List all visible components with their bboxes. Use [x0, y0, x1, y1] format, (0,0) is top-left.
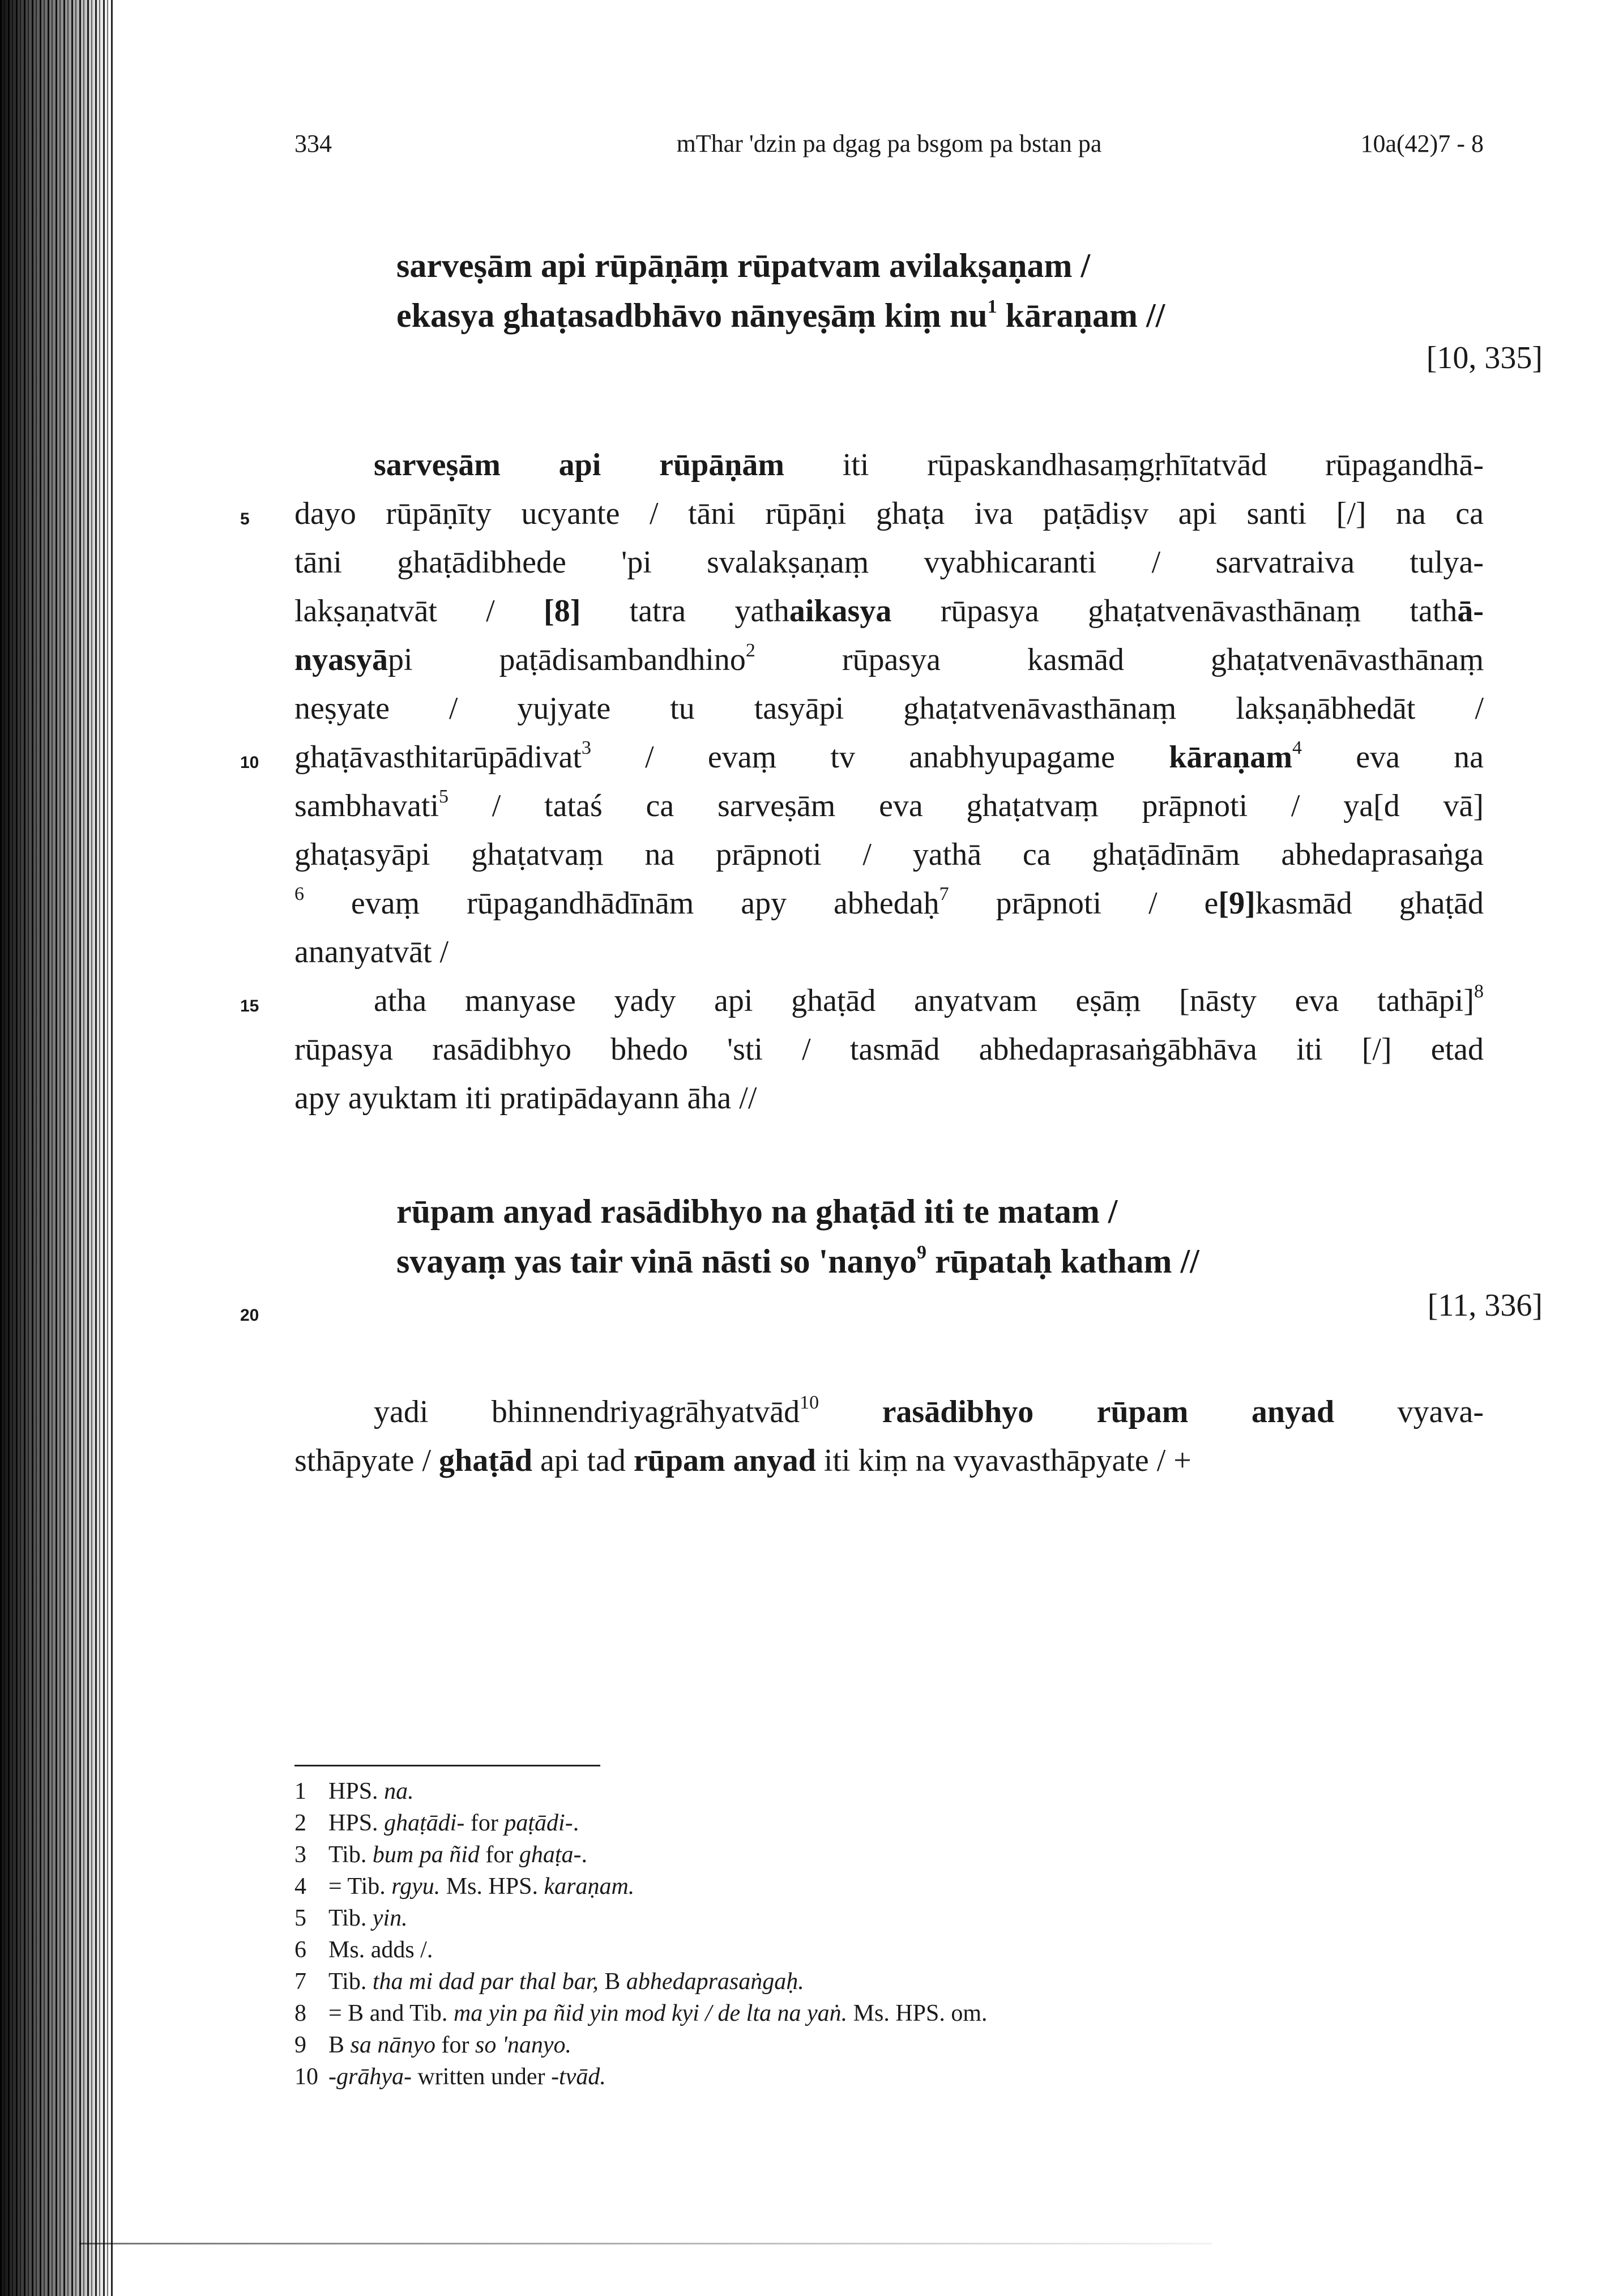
footnote-ref: 1	[987, 296, 997, 317]
footnote: 2 HPS. ghaṭādi- for paṭādi-.	[294, 1810, 579, 1836]
text-line: nyasyāpi paṭādisambandhino$^2$ rūpasya kasmād ghaṭatvenāvasthānaṃ	[294, 640, 1484, 677]
footnotes	[294, 1776, 1484, 2093]
footnote: 3 Tib. bum pa ñid for ghaṭa-.	[294, 1842, 587, 1868]
text-line: ghaṭāvasthitarūpādivat$^3$ / evaṃ tv anabhyupagame kāraṇam$^4$ eva na	[294, 737, 1484, 775]
line-number: 5	[240, 510, 250, 528]
line-number: 10	[240, 753, 259, 772]
footnote-separator	[294, 1765, 600, 1766]
text-line: apy ayuktam iti pratipādayann āha //	[294, 1081, 757, 1116]
page-number: 334	[294, 130, 332, 157]
footnote: 4 = Tib. rgyu. Ms. HPS. karaṇam.	[294, 1873, 635, 1900]
footnote: 8 = B and Tib. ma yin pa ñid yin mod kyi / de lta na yaṅ. Ms. HPS. om.	[294, 2000, 988, 2026]
page-edge-shadow	[79, 2243, 1212, 2244]
verse-1-line-1: sarveṣām api rūpāṇāṃ rūpatvam avilakṣaṇam /	[396, 247, 1091, 284]
footnote: 5 Tib. yin.	[294, 1905, 408, 1931]
book-spine-shadow	[0, 0, 113, 2296]
running-title: mThar 'dzin pa dgag pa bsgom pa bstan pa	[676, 130, 1102, 157]
footnote: 9 B sa nānyo for so 'nanyo.	[294, 2032, 571, 2058]
verse-1	[396, 241, 1484, 340]
line-number: 15	[240, 997, 259, 1015]
commentary-2	[294, 1388, 1484, 1485]
text-line: lakṣaṇatvāt / [8] tatra yathaikasya rūpasya ghaṭatvenāvasthānaṃ tathā-	[294, 594, 1484, 629]
footnote-ref: 6	[294, 884, 304, 905]
footnote-ref: 3	[581, 737, 591, 759]
verse-2-line-2: svayaṃ yas tair vinā nāsti so 'nanyo$^9$ rūpataḥ katham //	[396, 1242, 1199, 1280]
verse-1-line-2: ekasya ghaṭasadbhāvo nānyeṣāṃ kiṃ $nu^1$ kāraṇam //	[396, 296, 1165, 334]
text-line: dayo rūpāṇīty ucyante / tāni rūpāṇi ghaṭa iva paṭādiṣv api santi [/] na ca	[294, 496, 1484, 531]
text-line: yadi bhinnendriyagrāhyatvād$^{10}$ rasādibhyo rūpam anyad vyava-	[374, 1392, 1484, 1429]
footnote: 7 Tib. tha mi dad par thal bar, B abhedaprasaṅgaḥ.	[294, 1969, 804, 1995]
verse-2	[396, 1187, 1484, 1286]
text-line: ghaṭasyāpi ghaṭatvaṃ na prāpnoti / yathā ca ghaṭādīnām abhedaprasaṅga	[294, 837, 1484, 872]
footnote-ref: 7	[939, 884, 949, 905]
footnote-ref: 8	[1474, 981, 1484, 1002]
text-line: sarveṣām api rūpāṇām iti rūpaskandhasaṃgṛhītatvād rūpagandhā-	[374, 447, 1484, 483]
text-line: neṣyate / yujyate tu tasyāpi ghaṭatvenāvasthānaṃ lakṣaṇābhedāt /	[294, 691, 1484, 726]
text-line: tāni ghaṭādibhede 'pi svalakṣaṇaṃ vyabhicaranti / sarvatraiva tulya-	[294, 545, 1484, 580]
footnote: 6 Ms. adds /.	[294, 1937, 433, 1963]
text-line: ananyatvāt /	[294, 934, 449, 970]
footnote-ref: 2	[745, 640, 755, 662]
footnote: 1 HPS. na.	[294, 1778, 414, 1804]
footnote-ref: 4	[1292, 737, 1302, 759]
footnote-ref: 10	[800, 1392, 819, 1414]
footnote-ref: 5	[439, 786, 449, 808]
line-number: 20	[240, 1306, 259, 1325]
section-reference: 10a(42)7 - 8	[1360, 130, 1484, 157]
text-line: rūpasya rasādibhyo bhedo 'sti / tasmād abhedaprasaṅgābhāva iti [/] etad	[294, 1032, 1484, 1067]
verse-2-reference: [11, 336]	[1427, 1288, 1543, 1323]
verse-2-line-1: rūpam anyad rasādibhyo na ghaṭād iti te matam /	[396, 1193, 1118, 1230]
footnote-ref: 9	[917, 1242, 927, 1263]
text-line: atha manyase yady api ghaṭād anyatvam eṣāṃ [nāsty eva tathāpi]$^8$	[374, 981, 1484, 1018]
text-line: sthāpyate / ghaṭād api tad rūpam anyad iti kiṃ na vyavasthāpyate / +	[294, 1443, 1191, 1478]
footnote: 10 -grāhya- written under -tvād.	[294, 2064, 606, 2090]
commentary-1	[294, 441, 1484, 1123]
text-line: $^6$ evaṃ rūpagandhādīnām apy abhedaḥ$^7$ prāpnoti / e[9]kasmād ghaṭād	[294, 884, 1484, 921]
page-header	[294, 129, 1484, 169]
text-line: sambhavati$^5$ / tataś ca sarveṣām eva ghaṭatvaṃ prāpnoti / ya[d vā]	[294, 786, 1484, 823]
verse-1-reference: [10, 335]	[1426, 340, 1543, 375]
